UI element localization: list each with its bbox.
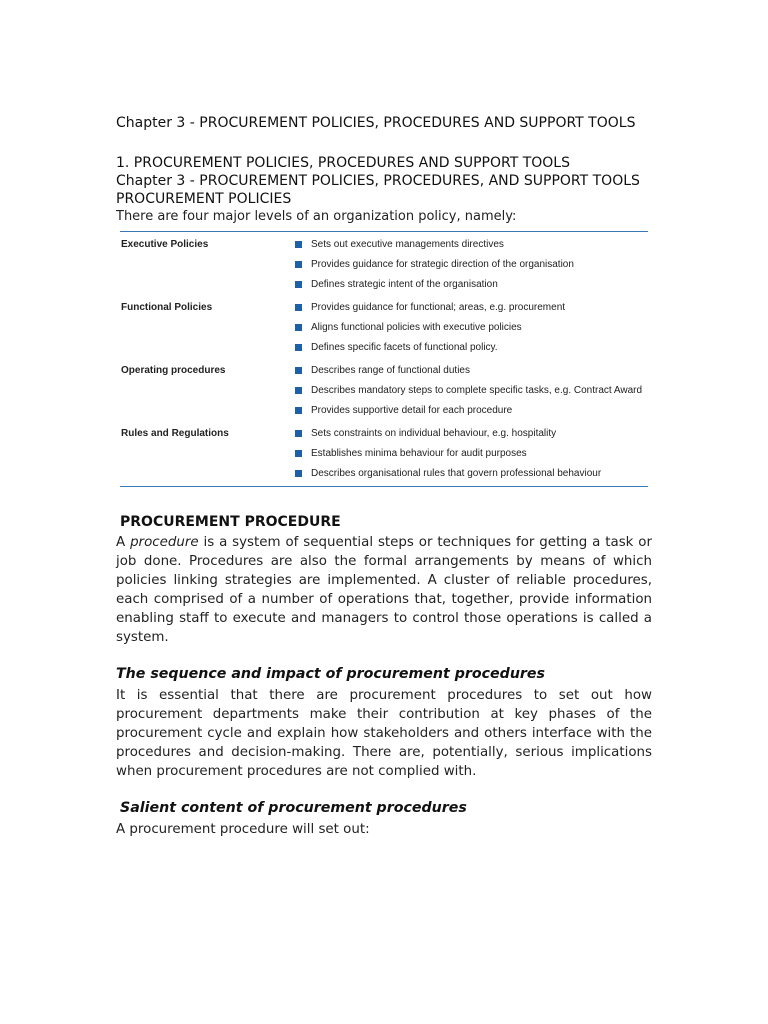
square-bullet-icon xyxy=(295,450,302,457)
policy-bullets xyxy=(295,238,648,291)
policy-name: Rules and Regulations xyxy=(121,428,229,439)
policy-group xyxy=(120,364,648,417)
policy-bullets xyxy=(295,427,648,480)
policy-bullet: Defines specific facets of functional policy. xyxy=(295,341,648,354)
square-bullet-icon xyxy=(295,281,302,288)
policies-heading: PROCUREMENT POLICIES xyxy=(116,191,292,207)
section-heading: 1. PROCUREMENT POLICIES, PROCEDURES AND SUPPORT TOOLS xyxy=(116,155,570,171)
procedure-paragraph: A procedure is a system of sequential steps or techniques for getting a task or job done. Procedures are also the formal arrangements by means of which policies linking strategies are implemented. A cluster of reliable procedures, each comprised of a number of operations that, together, provide information enabling staff to execute and managers to control those operations is called a system. xyxy=(116,535,653,645)
policy-bullet: Describes range of functional duties xyxy=(295,364,648,377)
policy-bullets xyxy=(295,364,648,417)
procedure-heading: PROCUREMENT PROCEDURE xyxy=(120,514,341,530)
policy-levels-table xyxy=(120,231,648,487)
policy-bullet: Sets out executive managements directives xyxy=(295,238,648,251)
policy-bullet: Provides guidance for strategic direction of the organisation xyxy=(295,258,648,271)
square-bullet-icon xyxy=(295,344,302,351)
policy-bullet: Provides guidance for functional; areas, e.g. procurement xyxy=(295,301,648,314)
policy-bullet: Describes mandatory steps to complete specific tasks, e.g. Contract Award xyxy=(295,384,648,397)
policy-bullet: Establishes minima behaviour for audit purposes xyxy=(295,447,648,460)
document-page xyxy=(116,114,652,839)
square-bullet-icon xyxy=(295,304,302,311)
policy-bullet: Sets constraints on individual behaviour, e.g. hospitality xyxy=(295,427,648,440)
procedure-term: procedure xyxy=(130,535,199,550)
square-bullet-icon xyxy=(295,430,302,437)
square-bullet-icon xyxy=(295,367,302,374)
policy-bullet: Describes organisational rules that govern professional behaviour xyxy=(295,467,648,480)
square-bullet-icon xyxy=(295,407,302,414)
square-bullet-icon xyxy=(295,470,302,477)
sequence-heading: The sequence and impact of procurement procedures xyxy=(116,666,545,682)
salient-paragraph: A procurement procedure will set out: xyxy=(116,822,370,837)
square-bullet-icon xyxy=(295,261,302,268)
policy-bullet: Provides supportive detail for each procedure xyxy=(295,404,648,417)
policy-group xyxy=(120,238,648,291)
policies-intro: There are four major levels of an organization policy, namely: xyxy=(116,209,517,224)
policy-group xyxy=(120,427,648,480)
policy-bullet: Aligns functional policies with executive policies xyxy=(295,321,648,334)
sequence-paragraph: It is essential that there are procurement procedures to set out how procurement departments make their contribution at key phases of the procurement cycle and explain how stakeholders and others interface with the procedures and decision-making. There are, potentially, serious implications when procurement procedures are not complied with. xyxy=(116,688,652,779)
square-bullet-icon xyxy=(295,324,302,331)
salient-heading: Salient content of procurement procedures xyxy=(120,800,467,816)
policy-name: Executive Policies xyxy=(121,239,209,250)
policy-group xyxy=(120,301,648,354)
chapter-title-repeat: Chapter 3 - PROCUREMENT POLICIES, PROCEDURES, AND SUPPORT TOOLS xyxy=(116,173,640,189)
square-bullet-icon xyxy=(295,387,302,394)
policy-name: Functional Policies xyxy=(121,302,213,313)
policy-bullets xyxy=(295,301,648,354)
chapter-title: Chapter 3 - PROCUREMENT POLICIES, PROCEDURES AND SUPPORT TOOLS xyxy=(116,115,636,131)
square-bullet-icon xyxy=(295,241,302,248)
policy-name: Operating procedures xyxy=(121,365,226,376)
policy-bullet: Defines strategic intent of the organisation xyxy=(295,278,648,291)
